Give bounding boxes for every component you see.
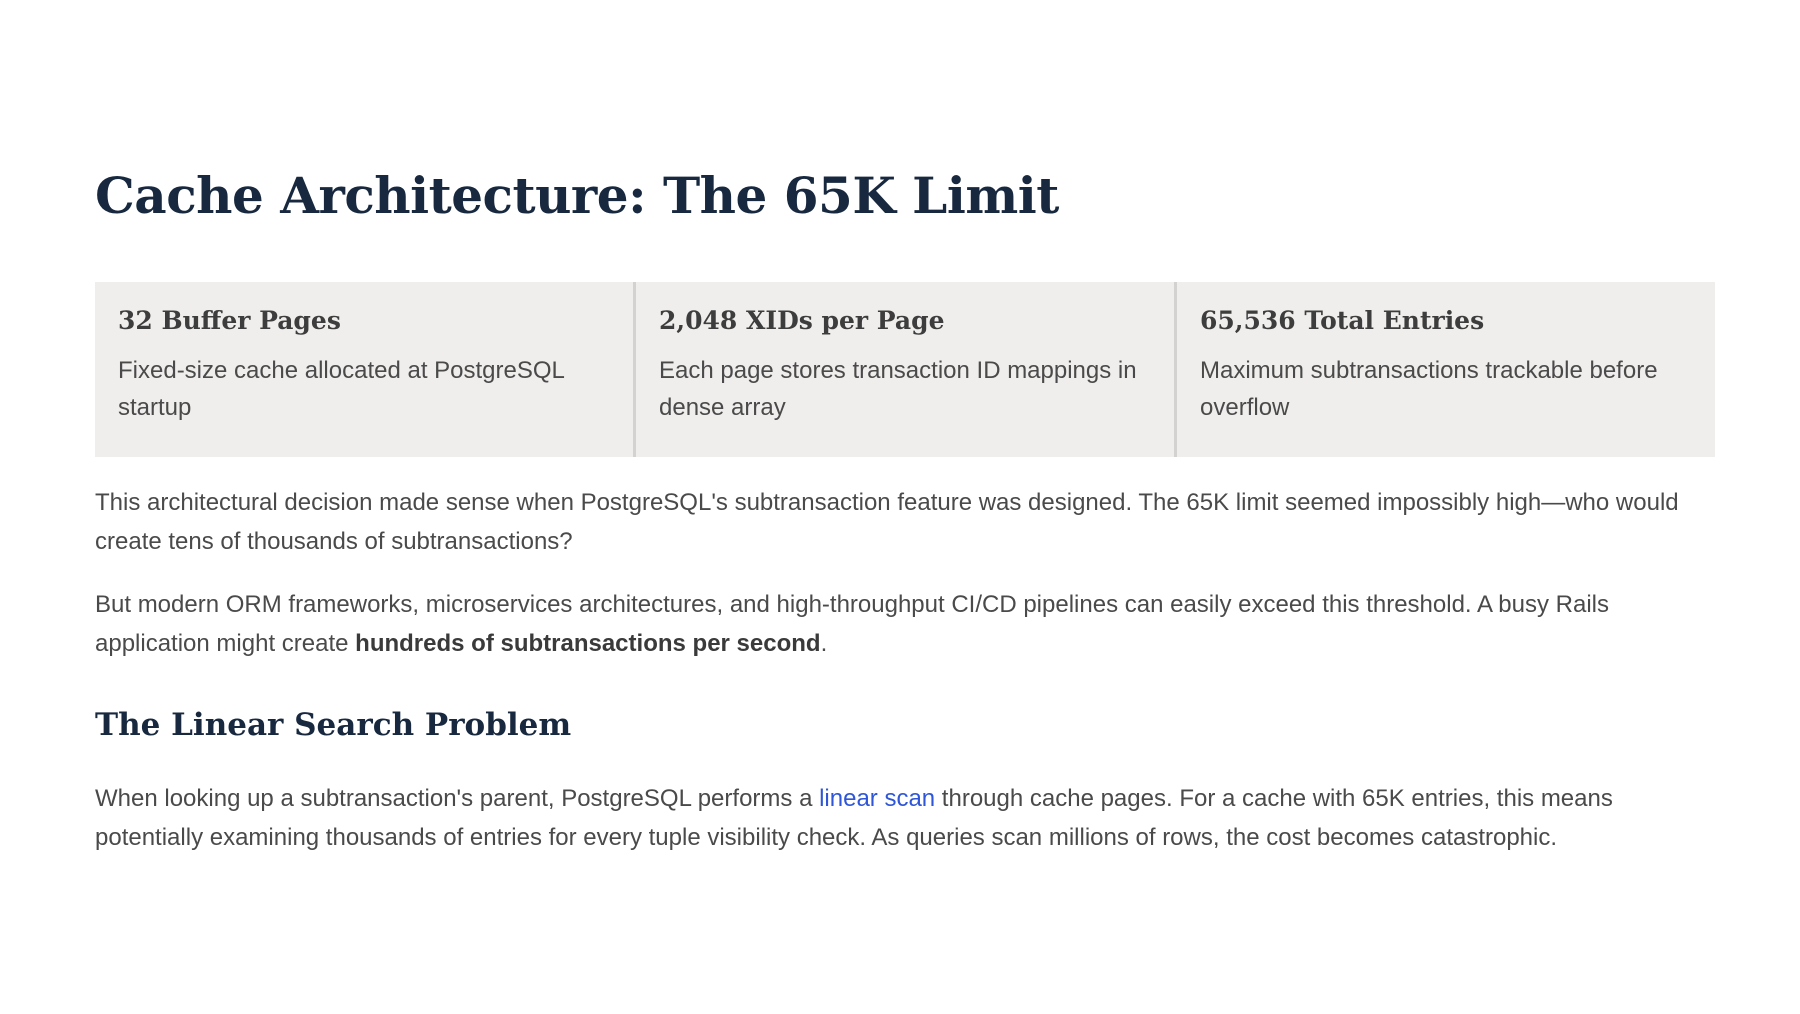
- linear-scan-link[interactable]: linear scan: [819, 785, 936, 812]
- paragraph-text: .: [820, 630, 828, 657]
- stat-description: Fixed-size cache allocated at PostgreSQL startup: [118, 357, 565, 421]
- stat-card-total-entries: [1174, 282, 1715, 457]
- paragraph-design-rationale: This architectural decision made sense when PostgreSQL's subtransaction feature was designed. The 65K limit seemed impossibly high—who would create tens of thousands of subtransactions?: [95, 489, 1679, 555]
- stat-title: 32 Buffer Pages: [118, 306, 341, 335]
- stat-title: 65,536 Total Entries: [1200, 306, 1485, 335]
- section-title: The Linear Search Problem: [95, 707, 572, 743]
- page-title: Cache Architecture: The 65K Limit: [95, 166, 1059, 225]
- paragraph-modern-usage: [95, 585, 1715, 663]
- stats-panel: [95, 282, 1715, 457]
- stat-card-xids-per-page: [633, 282, 1174, 457]
- stat-card-buffer-pages: [95, 282, 633, 457]
- emphasis-text: hundreds of subtransactions per second: [355, 630, 821, 657]
- paragraph-text: through cache pages. For a cache with 65K entries, this means potentially examining thousands of entries for every tuple visibility check. As queries scan millions of rows, the cost becomes catastrophic.: [95, 785, 1613, 851]
- document-page: [95, 160, 1715, 857]
- stat-description: Maximum subtransactions trackable before overflow: [1200, 357, 1658, 421]
- stat-description: Each page stores transaction ID mappings in dense array: [659, 357, 1137, 421]
- paragraph-linear-search: [95, 779, 1715, 857]
- stat-title: 2,048 XIDs per Page: [659, 306, 945, 335]
- paragraph-text: But modern ORM frameworks, microservices architectures, and high-throughput CI/CD pipelines can easily exceed this threshold. A busy Rails application might create: [95, 591, 1610, 657]
- paragraph-text: When looking up a subtransaction's parent, PostgreSQL performs a: [95, 785, 820, 812]
